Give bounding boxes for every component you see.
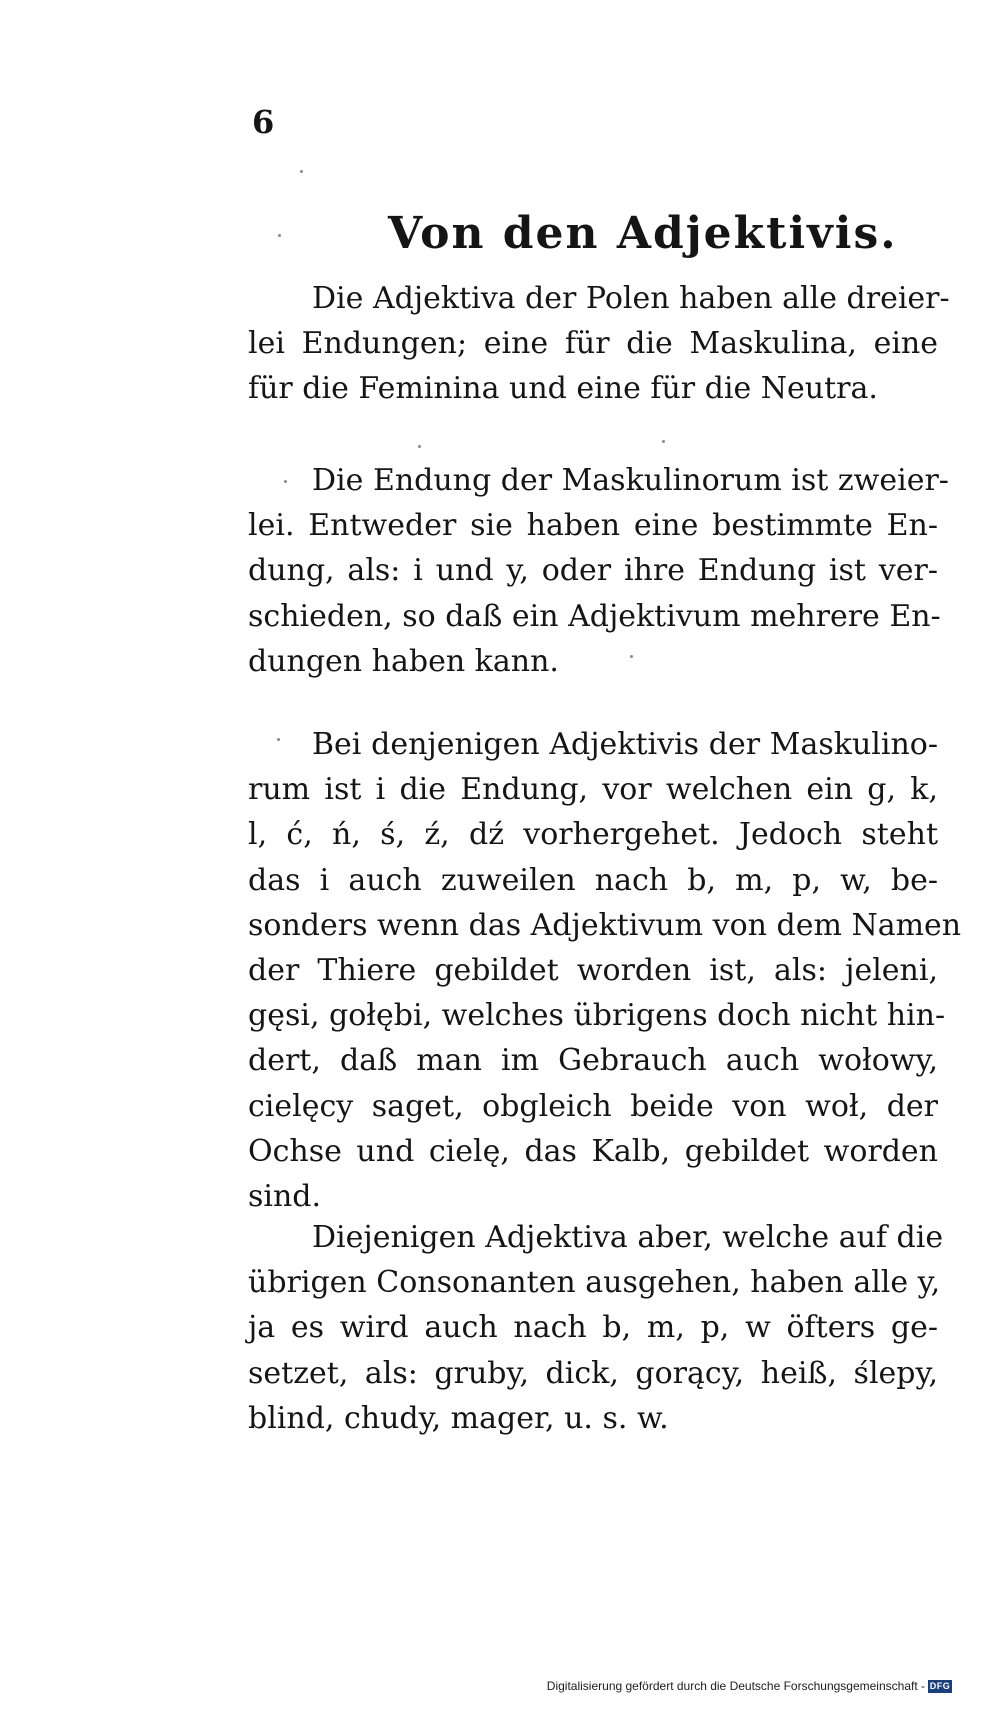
paragraph-2 [248,458,949,684]
paragraph-3 [248,722,962,1219]
text-line: schieden, so daß ein Adjektivum mehrere En- [248,598,941,634]
scan-speck [418,445,421,448]
scan-speck [284,480,287,483]
scan-speck [277,738,280,741]
footer-text: Digitalisierung gefördert durch die Deutsche Forschungsgemeinschaft - [546,1679,925,1693]
section-heading: Von den Adjektivis. [388,208,898,259]
text-line: der Thiere gebildet worden ist, als: jeleni, [248,952,938,988]
scan-speck [662,440,665,443]
text-line: lei Endungen; eine für die Maskulina, eine [248,326,938,362]
text-line: rum ist i die Endung, vor welchen ein g, k, [248,772,938,808]
text-line: dert, daß man im Gebrauch auch wołowy, [248,1043,938,1079]
text-line: übrigen Consonanten ausgehen, haben alle y, [248,1265,941,1301]
paragraph-1 [248,276,950,412]
dfg-logo: DFG [929,1680,951,1691]
scan-speck [300,170,303,173]
text-line: setzet, als: gruby, dick, gorący, heiß, ślepy, [248,1355,938,1391]
text-line: l, ć, ń, ś, ź, dź vorhergehet. Jedoch steht [248,817,938,853]
digitization-footer [547,1677,952,1695]
paragraph-4 [248,1215,944,1441]
text-line: lei. Entweder sie haben eine bestimmte En- [248,508,938,544]
text-line: cielęcy saget, obgleich beide von woł, der [248,1088,938,1124]
page-number: 6 [252,103,275,141]
text-line: das i auch zuweilen nach b, m, p, w, be- [248,862,938,898]
text-line: Die Adjektiva der Polen haben alle dreier- [312,281,950,316]
text-line: dungen haben kann. [248,643,559,679]
text-line: Bei denjenigen Adjektivis der Maskulino- [312,727,938,762]
text-line: Die Endung der Maskulinorum ist zweier- [312,463,949,498]
scan-speck [278,234,281,237]
text-line: für die Feminina und eine für die Neutra. [248,371,878,407]
text-line: Ochse und cielę, das Kalb, gebildet worden [248,1133,938,1169]
scan-speck [630,655,633,658]
text-line: sonders wenn das Adjektivum von dem Namen [248,907,962,943]
text-line: gęsi, gołębi, welches übrigens doch nicht hin- [248,998,946,1034]
text-line: dung, als: i und y, oder ihre Endung ist ver- [248,553,938,589]
text-line: Diejenigen Adjektiva aber, welche auf die [312,1220,944,1255]
text-line: sind. [248,1178,322,1214]
text-line: blind, chudy, mager, u. s. w. [248,1400,669,1436]
text-line: ja es wird auch nach b, m, p, w öfters ge- [248,1310,938,1346]
